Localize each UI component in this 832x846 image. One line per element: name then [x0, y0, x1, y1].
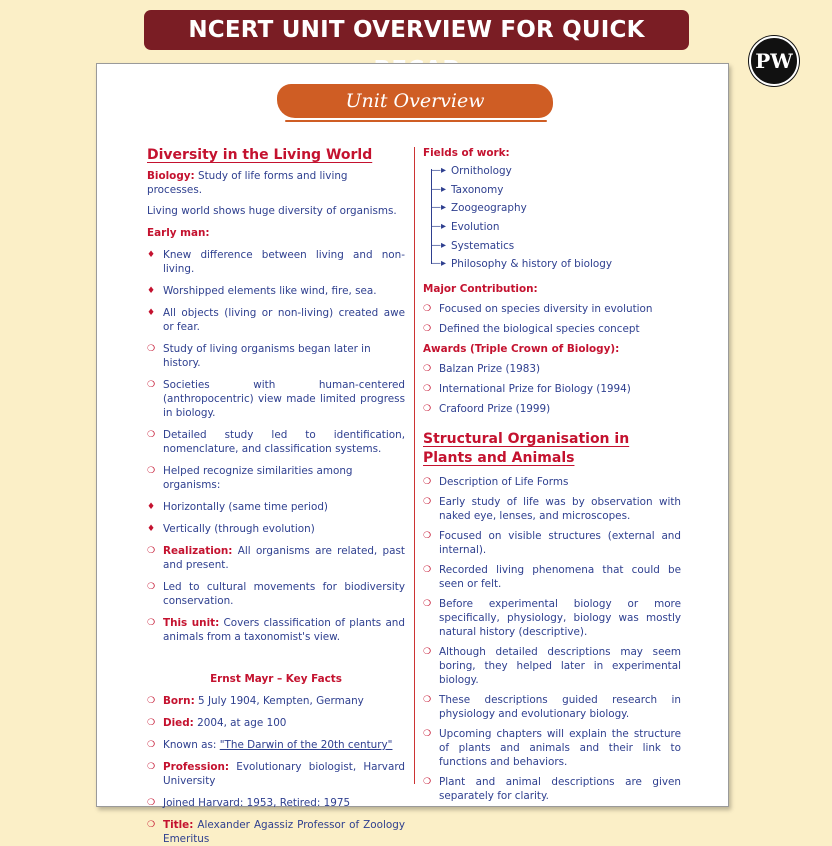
list-item-text: Covers classification of plants and animals from a taxonomist's view.: [163, 617, 405, 643]
list-item-text: Defined the biological species concept: [439, 323, 640, 336]
list-item: [423, 495, 681, 523]
list-item: [147, 306, 405, 334]
diamond-bullet-icon: ♦: [147, 502, 156, 512]
list-item: [147, 760, 405, 788]
list-item: [147, 464, 405, 492]
section-heading-diversity: Diversity in the Living World: [147, 147, 373, 163]
circle-bullet-icon: ❍: [423, 324, 432, 335]
list-item: [147, 428, 405, 456]
circle-bullet-icon: ❍: [147, 344, 156, 354]
diamond-bullet-icon: ♦: [147, 286, 156, 296]
list-item-text: All objects (living or non-living) created awe or fear.: [163, 307, 405, 333]
circle-bullet-icon: ❍: [147, 798, 156, 808]
list-item-text: Plant and animal descriptions are given separately for clarity.: [439, 776, 681, 803]
list-item: [147, 738, 405, 752]
fields-tree: [423, 162, 681, 274]
circle-bullet-icon: ❍: [423, 695, 432, 706]
list-item: [423, 693, 681, 721]
tree-item: [431, 162, 681, 181]
list-item-text: Alexander Agassiz Professor of Zoology Emeritus: [163, 819, 405, 845]
list-item: [423, 597, 681, 639]
circle-bullet-icon: ❍: [147, 618, 156, 628]
list-item-text: 5 July 1904, Kempten, Germany: [194, 695, 364, 707]
list-item-text: Knew difference between living and non-living.: [163, 249, 405, 275]
list-item-text: Study of living organisms began later in history.: [163, 343, 371, 369]
list-item-text: Before experimental biology or more specifically, physiology, biology was mostly natural history (descriptive).: [439, 598, 681, 639]
diamond-bullet-icon: ♦: [147, 250, 156, 260]
major-contribution-label: Major Contribution:: [423, 283, 538, 296]
list-item-text: Helped recognize similarities among organisms:: [163, 465, 353, 491]
circle-bullet-icon: ❍: [423, 647, 432, 658]
list-item: [423, 362, 681, 376]
circle-bullet-icon: ❍: [423, 364, 432, 375]
list-item: [147, 716, 405, 730]
banner-title: NCERT UNIT OVERVIEW FOR QUICK: [144, 10, 689, 50]
circle-bullet-icon: ❍: [423, 599, 432, 610]
column-divider: [414, 147, 415, 784]
circle-bullet-icon: ❍: [423, 497, 432, 508]
list-item-text: Upcoming chapters will explain the structure of plants and animals and their link to functions and behaviors.: [439, 728, 681, 769]
list-item: [423, 382, 681, 396]
tree-item: [431, 199, 681, 218]
list-item: [423, 322, 681, 336]
circle-bullet-icon: ❍: [423, 404, 432, 415]
circle-bullet-icon: ❍: [147, 380, 156, 390]
list-item-text: These descriptions guided research in physiology and evolutionary biology.: [439, 694, 681, 721]
list-item: [147, 694, 405, 708]
biology-definition: [147, 169, 405, 197]
circle-bullet-icon: ❍: [147, 740, 156, 750]
tree-item-text: Evolution: [451, 221, 500, 234]
list-item-text: Focused on visible structures (external and internal).: [439, 530, 681, 557]
list-item-text: Early study of life was by observation with naked eye, lenses, and microscopes.: [439, 496, 681, 523]
died-label: Died:: [163, 717, 194, 729]
diamond-bullet-icon: ♦: [147, 524, 156, 534]
list-item: [147, 580, 405, 608]
list-item-text: Recorded living phenomena that could be seen or felt.: [439, 564, 681, 591]
circle-bullet-icon: ❍: [423, 729, 432, 740]
list-item-text: Worshipped elements like wind, fire, sea.: [163, 285, 377, 297]
fields-of-work-label: Fields of work:: [423, 147, 510, 159]
realization-label: Realization:: [163, 545, 233, 557]
tree-item-text: Philosophy & history of biology: [451, 258, 612, 271]
circle-bullet-icon: ❍: [147, 430, 156, 440]
list-item-text: Although detailed descriptions may seem boring, they helped later in experimental biology.: [439, 646, 681, 687]
list-item: [423, 402, 681, 416]
list-item: [147, 500, 405, 514]
list-item: [423, 475, 681, 489]
overview-sheet: [96, 63, 729, 845]
list-item-text: Crafoord Prize (1999): [439, 403, 551, 416]
list-item: [147, 796, 405, 810]
list-item-text: Detailed study led to identification, nomenclature, and classification systems.: [163, 429, 405, 455]
list-item: [147, 378, 405, 420]
known-as-label: Known as:: [163, 739, 220, 751]
tree-item: [431, 237, 681, 256]
circle-bullet-icon: ❍: [147, 762, 156, 772]
right-column: [423, 146, 681, 803]
circle-bullet-icon: ❍: [147, 820, 156, 830]
list-item: [423, 563, 681, 591]
arrow-right-icon: —▸: [431, 221, 447, 233]
diamond-bullet-icon: ♦: [147, 308, 156, 318]
circle-bullet-icon: ❍: [423, 477, 432, 488]
tree-item-text: Systematics: [451, 239, 515, 252]
section-heading-structural: Structural Organisation in Plants and Animals: [423, 431, 630, 467]
list-item: [423, 645, 681, 687]
list-item: [423, 302, 681, 316]
list-item-text: Evolutionary biologist, Harvard University: [163, 761, 405, 787]
list-item: [147, 616, 405, 644]
circle-bullet-icon: ❍: [423, 565, 432, 576]
circle-bullet-icon: ❍: [423, 304, 432, 315]
biology-text: Study of life forms and living processes.: [147, 170, 348, 196]
tree-item-text: Zoogeography: [451, 202, 527, 215]
list-item-text: All organisms are related, past and present.: [163, 545, 405, 571]
list-item-text: Vertically (through evolution): [163, 523, 315, 535]
tree-item: [431, 255, 681, 274]
left-column: [147, 146, 405, 846]
pw-logo: PW: [749, 36, 799, 86]
arrow-right-icon: —▸: [431, 165, 447, 176]
list-item: [147, 284, 405, 298]
circle-bullet-icon: ❍: [147, 466, 156, 476]
title-underline: [285, 120, 547, 122]
list-item-text: Joined Harvard: 1953, Retired: 1975: [163, 797, 351, 809]
list-item-text: Horizontally (same time period): [163, 501, 328, 513]
known-as-text: "The Darwin of the 20th century": [219, 739, 393, 751]
unit-overview-title: Unit Overview: [277, 84, 553, 118]
list-item: [423, 775, 681, 803]
list-item-text: International Prize for Biology (1994): [439, 383, 631, 396]
arrow-right-icon: —▸: [431, 202, 447, 214]
born-label: Born:: [163, 695, 195, 707]
tree-item-text: Ornithology: [451, 165, 512, 177]
circle-bullet-icon: ❍: [423, 777, 432, 788]
list-item: [423, 529, 681, 557]
list-item-text: Balzan Prize (1983): [439, 363, 541, 376]
title-label: Title:: [163, 819, 194, 831]
circle-bullet-icon: ❍: [147, 546, 156, 556]
arrow-right-icon: —▸: [431, 183, 447, 195]
list-item: [147, 522, 405, 536]
mayr-heading: Ernst Mayr – Key Facts: [210, 673, 342, 685]
tree-item-text: Taxonomy: [451, 183, 504, 196]
tree-item: [431, 218, 681, 237]
this-unit-label: This unit:: [163, 617, 220, 629]
profession-label: Profession:: [163, 761, 230, 773]
arrow-right-icon: —▸: [431, 258, 447, 270]
list-item: [147, 818, 405, 846]
circle-bullet-icon: ❍: [423, 531, 432, 542]
circle-bullet-icon: ❍: [423, 384, 432, 395]
circle-bullet-icon: ❍: [147, 582, 156, 592]
circle-bullet-icon: ❍: [147, 696, 156, 706]
list-item-text: 2004, at age 100: [193, 717, 287, 729]
early-man-label: Early man:: [147, 227, 210, 239]
list-item-text: Societies with human-centered (anthropocentric) view made limited progress in biology.: [163, 379, 405, 419]
list-item-text: Focused on species diversity in evolution: [439, 303, 653, 316]
list-item-text: Description of Life Forms: [439, 476, 569, 489]
list-item: [423, 727, 681, 769]
awards-label: Awards (Triple Crown of Biology):: [423, 343, 620, 356]
list-item-text: Led to cultural movements for biodiversity conservation.: [163, 581, 405, 607]
list-item: [147, 248, 405, 276]
arrow-right-icon: —▸: [431, 239, 447, 251]
list-item: [147, 342, 405, 370]
list-item: [147, 544, 405, 572]
circle-bullet-icon: ❍: [147, 718, 156, 728]
tree-item: [431, 181, 681, 200]
living-world-text: Living world shows huge diversity of organisms.: [147, 205, 397, 217]
biology-label: Biology:: [147, 170, 195, 182]
